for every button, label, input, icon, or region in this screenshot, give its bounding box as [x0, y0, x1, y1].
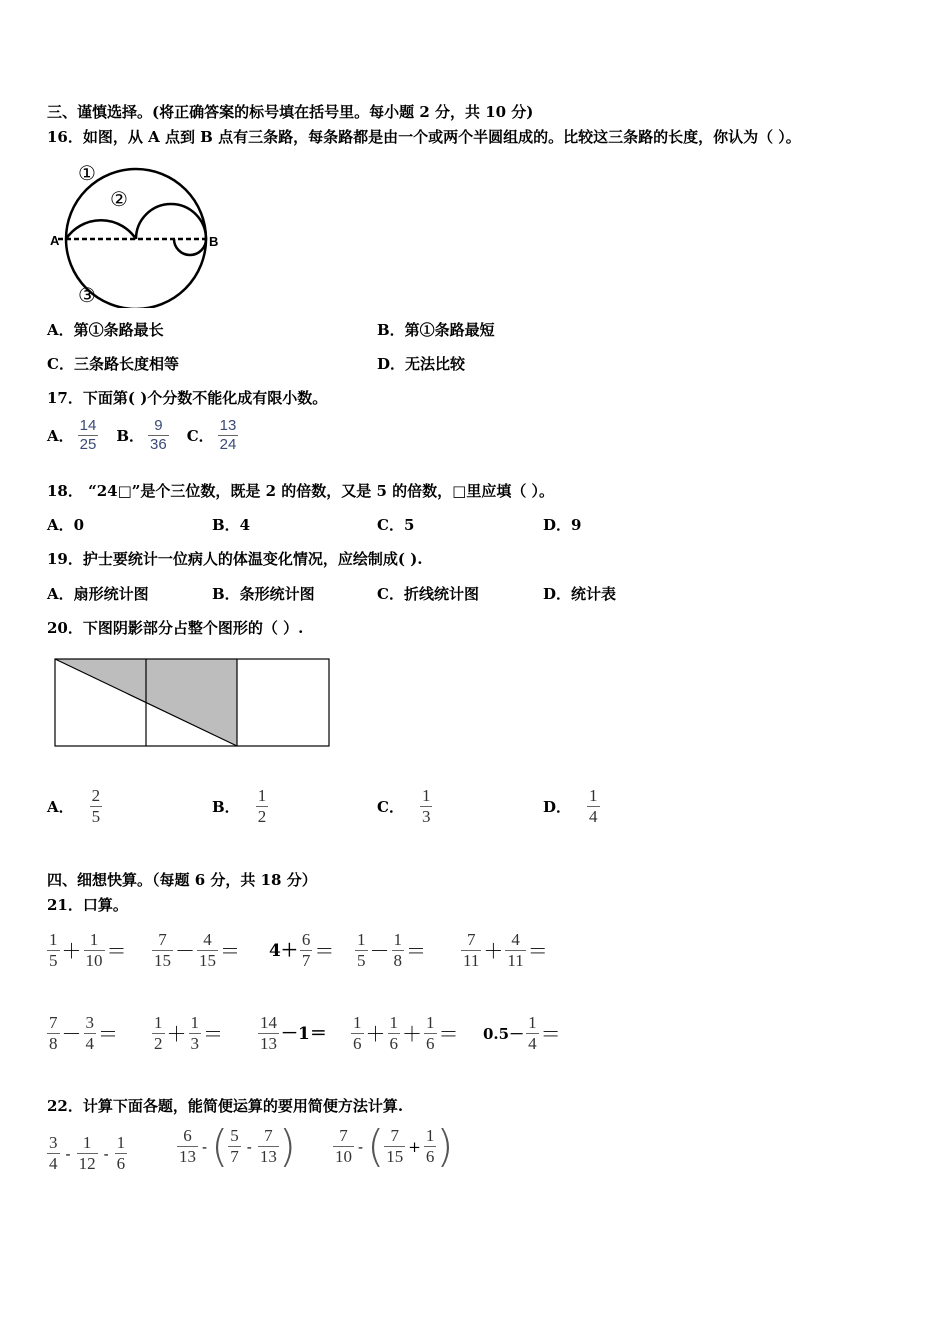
q22-expr-1: $\frac{3}{4}$ - $\frac{1}{12}$ - $\frac{1}{6}$ — [49, 1133, 126, 1173]
question-16-text: 16．如图，从 A 点到 B 点有三条路，每条路都是由一个或两个半圆组成的。比较这三条路的长度，你认为（ ）。 — [47, 128, 801, 146]
path-2-left-semicircle — [66, 220, 136, 239]
q22-expr-3: $\frac{7}{10}$ - ( $\frac{7}{15}$ + $\frac{1}{6}$ ) — [335, 1120, 454, 1172]
q21-expr-3: 4＋ $\frac{6}{7}$ ＝ — [269, 930, 335, 970]
q21-expr-2: $\frac{7}{15}$ － $\frac{4}{15}$ ＝ — [154, 930, 240, 970]
q19-option-c[interactable]: C．折线统计图 — [377, 585, 479, 603]
q18-option-a[interactable]: A．0 — [47, 516, 85, 534]
q16-option-b[interactable]: B．第①条路最短 — [377, 321, 495, 339]
path-3-small-semicircle — [174, 239, 206, 255]
q16-option-a[interactable]: A．第①条路最长 — [47, 321, 164, 339]
q16-option-d[interactable]: D．无法比较 — [377, 355, 466, 373]
q17-option-a-fraction: $\frac{14}{25}$ — [79, 417, 97, 453]
path-3-label: ③ — [78, 283, 96, 307]
q21-expr-4: $\frac{1}{5}$ － $\frac{1}{8}$ ＝ — [357, 930, 426, 970]
path-2-label: ② — [110, 187, 128, 211]
q21-expr-6: $\frac{7}{8}$ － $\frac{3}{4}$ ＝ — [49, 1013, 118, 1053]
point-a-label: A — [50, 233, 60, 248]
question-18-text: 18． “24□”是个三位数，既是 2 的倍数，又是 5 的倍数，□里应填（ ）。 — [47, 482, 555, 500]
q20-option-b-fraction: $\frac{1}{2}$ — [257, 786, 267, 826]
q21-expr-7: $\frac{1}{2}$ ＋ $\frac{1}{3}$ ＝ — [154, 1013, 223, 1053]
q21-expr-9: $\frac{1}{6}$ ＋ $\frac{1}{6}$ ＋ $\frac{1}{6}$ ＝ — [353, 1013, 459, 1053]
q17-options — [47, 417, 238, 454]
q20-option-a[interactable]: A． $\frac{2}{5}$ — [47, 786, 101, 826]
q17-option-c-fraction: $\frac{13}{24}$ — [219, 417, 237, 453]
three-paths-figure — [48, 158, 228, 308]
path-1-label: ① — [78, 161, 96, 185]
section-3-heading: 三、谨慎选择。(将正确答案的标号填在括号里。每小题 2 分，共 10 分) — [47, 103, 534, 121]
q21-expr-8: $\frac{14}{13}$ －1＝ — [260, 1013, 327, 1053]
q20-option-d-fraction: $\frac{1}{4}$ — [589, 786, 598, 826]
q19-option-d[interactable]: D．统计表 — [543, 585, 617, 603]
q21-expr-1: $\frac{1}{5}$ ＋ $\frac{1}{10}$ ＝ — [49, 930, 127, 970]
question-17-text: 17．下面第( )个分数不能化成有限小数。 — [47, 389, 328, 407]
q22-expr-2: $\frac{6}{13}$ - ( $\frac{5}{7}$ - $\frac{7}{13}$ ) — [179, 1120, 296, 1172]
q17-option-c-label[interactable]: C． — [186, 426, 214, 445]
question-21-text: 21．口算。 — [47, 896, 128, 914]
q19-option-b[interactable]: B．条形统计图 — [212, 585, 315, 603]
q17-option-b-label[interactable]: B． — [116, 426, 145, 445]
q19-option-a[interactable]: A．扇形统计图 — [47, 585, 149, 603]
question-20-text: 20．下图阴影部分占整个图形的（ ）. — [47, 619, 304, 637]
question-19-text: 19．护士要统计一位病人的体温变化情况，应绘制成( ). — [47, 550, 423, 568]
q20-option-b[interactable]: B． $\frac{1}{2}$ — [212, 786, 267, 826]
q18-option-c[interactable]: C．5 — [377, 516, 415, 534]
question-22-text: 22．计算下面各题，能简便运算的要用简便方法计算. — [47, 1097, 404, 1115]
q20-option-a-fraction: $\frac{2}{5}$ — [91, 786, 101, 826]
shaded-rectangle-figure — [54, 658, 332, 750]
q20-option-c[interactable]: C． $\frac{1}{3}$ — [377, 786, 431, 826]
q17-option-a-label[interactable]: A． — [47, 426, 74, 445]
q18-option-d[interactable]: D．9 — [543, 516, 582, 534]
point-b-label: B — [209, 234, 219, 249]
section-4-heading: 四、细想快算。（每题 6 分，共 18 分） — [47, 871, 317, 889]
q20-option-c-fraction: $\frac{1}{3}$ — [421, 786, 431, 826]
q18-option-b[interactable]: B．4 — [212, 516, 251, 534]
path-2-right-semicircle — [136, 204, 206, 239]
q21-expr-5: $\frac{7}{11}$ ＋ $\frac{4}{11}$ ＝ — [463, 930, 548, 970]
q16-option-c[interactable]: C．三条路长度相等 — [47, 355, 179, 373]
q21-expr-10: 0.5－ $\frac{1}{4}$ ＝ — [483, 1013, 561, 1053]
q17-option-b-fraction: $\frac{9}{36}$ — [150, 417, 167, 453]
q20-option-d[interactable]: D． $\frac{1}{4}$ — [543, 786, 598, 826]
